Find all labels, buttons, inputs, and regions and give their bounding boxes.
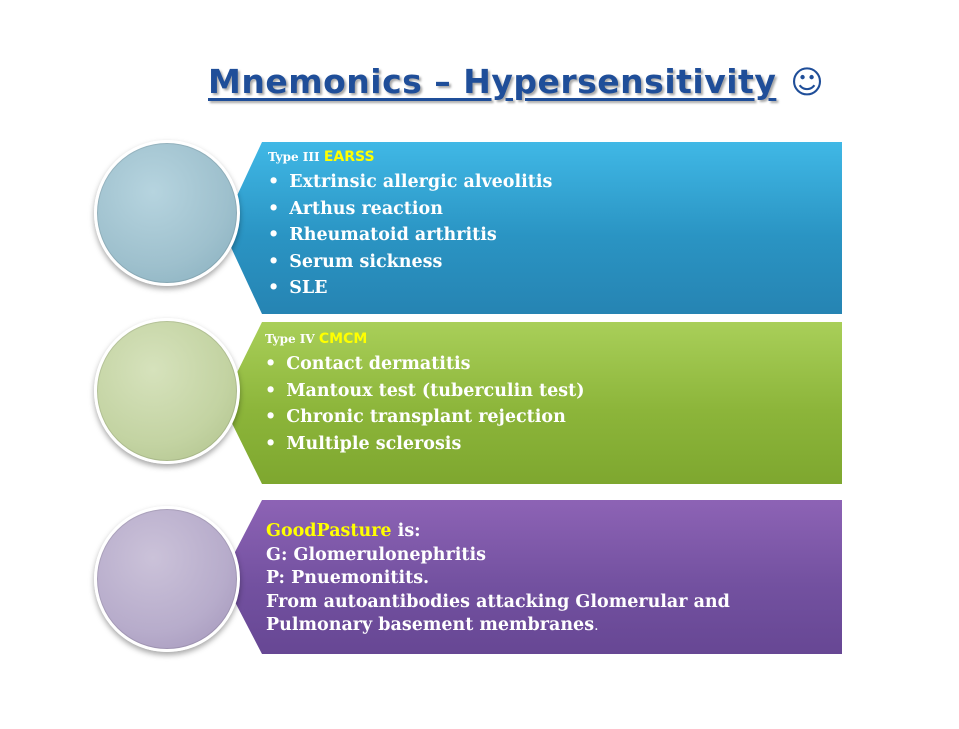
type-iii-circle bbox=[94, 140, 240, 286]
list-item: • Contact dermatitis bbox=[265, 351, 584, 378]
type-iii-mnemonic: EARSS bbox=[323, 149, 375, 165]
list-item: • Mantoux test (tuberculin test) bbox=[265, 378, 584, 405]
goodpasture-line-g: G: Glomerulonephritis bbox=[266, 544, 486, 565]
list-item: • Chronic transplant rejection bbox=[265, 404, 584, 431]
list-item: • SLE bbox=[268, 275, 552, 302]
goodpasture-line-p: P: Pnuemonitits. bbox=[266, 568, 430, 588]
goodpasture-content bbox=[266, 520, 730, 639]
goodpasture-intro bbox=[266, 520, 730, 544]
goodpasture-line-4-text: Pulmonary basement membranes bbox=[266, 615, 595, 635]
type-iv-label: Type IV bbox=[265, 332, 315, 346]
list-item: • Serum sickness bbox=[268, 249, 552, 276]
goodpasture-intro-rest: is: bbox=[391, 521, 421, 541]
goodpasture-line-4 bbox=[266, 614, 730, 639]
type-iii-label: Type III bbox=[268, 150, 320, 164]
type-iv-heading bbox=[265, 331, 584, 347]
goodpasture-line-3: From autoantibodies attacking Glomerular and bbox=[266, 591, 730, 612]
type-iii-content bbox=[268, 149, 552, 302]
type-iv-circle bbox=[94, 318, 240, 464]
list-item: • Multiple sclerosis bbox=[265, 431, 584, 458]
type-iii-heading bbox=[268, 149, 552, 165]
list-item: • Rheumatoid arthritis bbox=[268, 222, 552, 249]
smiley-icon: ☺ bbox=[790, 63, 825, 101]
list-item: • Extrinsic allergic alveolitis bbox=[268, 169, 552, 196]
goodpasture-circle bbox=[94, 506, 240, 652]
title-text: Mnemonics – Hypersensitivity bbox=[208, 62, 777, 101]
type-iv-mnemonic: CMCM bbox=[318, 331, 368, 347]
goodpasture-name: GoodPasture bbox=[266, 521, 392, 541]
goodpasture-line-4-end: . bbox=[594, 618, 599, 634]
type-iii-list bbox=[268, 169, 552, 302]
list-item: • Arthus reaction bbox=[268, 196, 552, 223]
type-iv-list bbox=[265, 351, 584, 457]
slide-title bbox=[208, 62, 824, 101]
type-iv-content bbox=[265, 331, 584, 457]
